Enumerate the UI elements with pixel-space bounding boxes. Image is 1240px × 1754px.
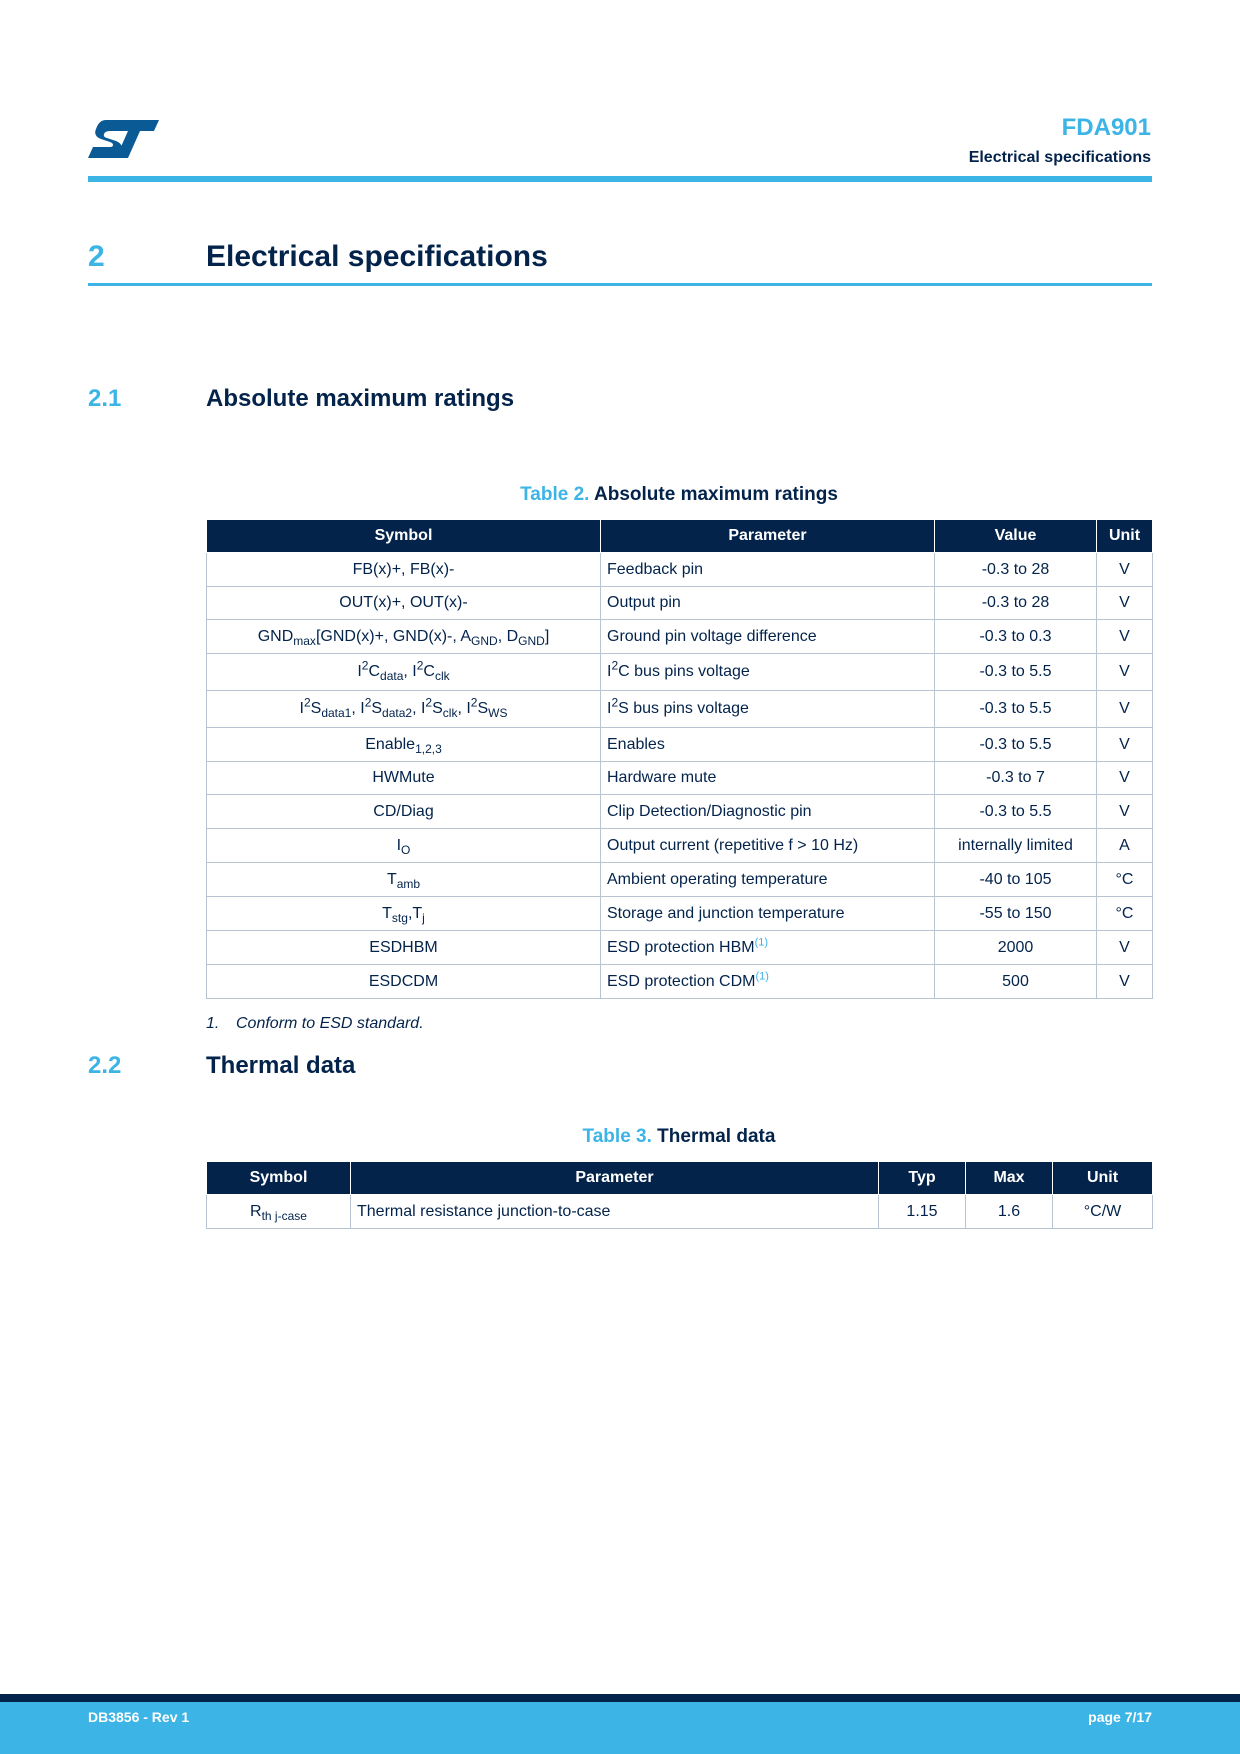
- table-2-caption: [206, 484, 1152, 506]
- table-3-caption-title: Thermal data: [657, 1126, 776, 1147]
- symbol-cell: $I^2S_{data1}$, $I^2S_{data2}$, $I^2S_{clk}$, $I^2S_{WS}$: [207, 691, 601, 728]
- column-header: Parameter: [601, 520, 935, 553]
- parameter-cell: Output pin: [601, 587, 935, 620]
- max-cell: 1.6: [966, 1195, 1053, 1229]
- column-header: Parameter: [351, 1162, 879, 1195]
- unit-cell: °C/W: [1053, 1195, 1153, 1229]
- unit-cell: °C: [1097, 863, 1153, 897]
- unit-cell: V: [1097, 620, 1153, 654]
- symbol-cell: FB(x)+, FB(x)-: [207, 553, 601, 587]
- thermal-data-table: [206, 1161, 1153, 1229]
- table-row: [207, 620, 1153, 654]
- symbol-cell: $I^2C_{data}$, $I^2C_{clk}$: [207, 654, 601, 691]
- value-cell: -0.3 to 5.5: [935, 691, 1097, 728]
- table-row: [207, 1195, 1153, 1229]
- table-row: [207, 587, 1153, 620]
- st-logo: [88, 119, 160, 159]
- parameter-cell: Feedback pin: [601, 553, 935, 587]
- table-header-row: [207, 520, 1153, 553]
- parameter-cell: Storage and junction temperature: [601, 897, 935, 931]
- unit-cell: V: [1097, 762, 1153, 795]
- unit-cell: V: [1097, 553, 1153, 587]
- table-row: [207, 762, 1153, 795]
- column-header: Unit: [1097, 520, 1153, 553]
- table-row: [207, 829, 1153, 863]
- column-header: Unit: [1053, 1162, 1153, 1195]
- parameter-cell: Output current (repetitive f > 10 Hz): [601, 829, 935, 863]
- unit-cell: °C: [1097, 897, 1153, 931]
- parameter-cell: Clip Detection/Diagnostic pin: [601, 795, 935, 829]
- unit-cell: V: [1097, 965, 1153, 999]
- table-header-row: [207, 1162, 1153, 1195]
- table-row: [207, 965, 1153, 999]
- document-subtitle: Electrical specifications: [968, 149, 1151, 166]
- unit-cell: V: [1097, 587, 1153, 620]
- footnote-reference[interactable]: (1): [754, 936, 769, 949]
- parameter-cell: ESD protection HBM$^{(1)}$: [601, 931, 935, 965]
- value-cell: internally limited: [935, 829, 1097, 863]
- value-cell: -0.3 to 5.5: [935, 728, 1097, 762]
- symbol-cell: Enable$_{1,2,3}$: [207, 728, 601, 762]
- value-cell: -0.3 to 7: [935, 762, 1097, 795]
- parameter-cell: $I^2C$ bus pins voltage: [601, 654, 935, 691]
- table-row: [207, 863, 1153, 897]
- unit-cell: V: [1097, 654, 1153, 691]
- value-cell: 2000: [935, 931, 1097, 965]
- column-header: Symbol: [207, 520, 601, 553]
- document-revision: DB3856 - Rev 1: [88, 1709, 190, 1725]
- section-divider: [88, 283, 1152, 286]
- unit-cell: V: [1097, 931, 1153, 965]
- header-divider: [88, 176, 1152, 182]
- parameter-cell: Enables: [601, 728, 935, 762]
- footnote-number: 1.: [206, 1015, 220, 1032]
- unit-cell: V: [1097, 691, 1153, 728]
- symbol-cell: $R_{th j-case}$: [207, 1195, 351, 1229]
- value-cell: -0.3 to 5.5: [935, 654, 1097, 691]
- symbol-cell: ESDCDM: [207, 965, 601, 999]
- unit-cell: V: [1097, 728, 1153, 762]
- symbol-cell: CD/Diag: [207, 795, 601, 829]
- section-2-2-number: 2.2: [88, 1052, 122, 1079]
- table-3-caption-number: Table 3.: [582, 1126, 652, 1147]
- table-row: [207, 654, 1153, 691]
- footnote-reference[interactable]: (1): [755, 970, 769, 983]
- table-row: [207, 795, 1153, 829]
- symbol-cell: $T_{amb}$: [207, 863, 601, 897]
- value-cell: -0.3 to 28: [935, 587, 1097, 620]
- column-header: Max: [966, 1162, 1053, 1195]
- section-2-1-number: 2.1: [88, 385, 122, 412]
- symbol-cell: $I_O$: [207, 829, 601, 863]
- parameter-cell: Ground pin voltage difference: [601, 620, 935, 654]
- unit-cell: V: [1097, 795, 1153, 829]
- value-cell: -40 to 105: [935, 863, 1097, 897]
- unit-cell: A: [1097, 829, 1153, 863]
- parameter-cell: Hardware mute: [601, 762, 935, 795]
- symbol-cell: ESDHBM: [207, 931, 601, 965]
- symbol-cell: OUT(x)+, OUT(x)-: [207, 587, 601, 620]
- value-cell: -55 to 150: [935, 897, 1097, 931]
- symbol-cell: $T_{stg},T_j$: [207, 897, 601, 931]
- parameter-cell: $I^2S$ bus pins voltage: [601, 691, 935, 728]
- section-2-1-title: Absolute maximum ratings: [206, 385, 515, 412]
- page-number: page 7/17: [1088, 1709, 1152, 1725]
- section-2-number: 2: [88, 240, 105, 273]
- symbol-cell: HWMute: [207, 762, 601, 795]
- typ-cell: 1.15: [879, 1195, 966, 1229]
- footnote-text: Conform to ESD standard.: [236, 1015, 424, 1032]
- value-cell: 500: [935, 965, 1097, 999]
- value-cell: -0.3 to 0.3: [935, 620, 1097, 654]
- section-2-2-title: Thermal data: [206, 1052, 356, 1079]
- table-row: [207, 897, 1153, 931]
- parameter-cell: Ambient operating temperature: [601, 863, 935, 897]
- value-cell: -0.3 to 5.5: [935, 795, 1097, 829]
- column-header: Typ: [879, 1162, 966, 1195]
- table-row: [207, 931, 1153, 965]
- table-row: [207, 728, 1153, 762]
- table-2-footnote: [206, 1015, 424, 1033]
- value-cell: -0.3 to 28: [935, 553, 1097, 587]
- symbol-cell: $GND_{max}[GND(x)+$, GND(x)-, $A_{GND}$, $D_{GND}$]: [207, 620, 601, 654]
- table-3-caption: [206, 1126, 1152, 1148]
- parameter-cell: Thermal resistance junction-to-case: [351, 1195, 879, 1229]
- table-row: [207, 553, 1153, 587]
- table-2-caption-number: Table 2.: [520, 484, 590, 505]
- parameter-cell: ESD protection CDM$^{(1)}$: [601, 965, 935, 999]
- footer-divider: [0, 1694, 1240, 1702]
- section-2-title: Electrical specifications: [206, 240, 548, 273]
- column-header: Value: [935, 520, 1097, 553]
- absolute-maximum-ratings-table: [206, 519, 1153, 999]
- document-title: FDA901: [1061, 114, 1151, 141]
- table-row: [207, 691, 1153, 728]
- table-2-caption-title: Absolute maximum ratings: [594, 484, 838, 505]
- column-header: Symbol: [207, 1162, 351, 1195]
